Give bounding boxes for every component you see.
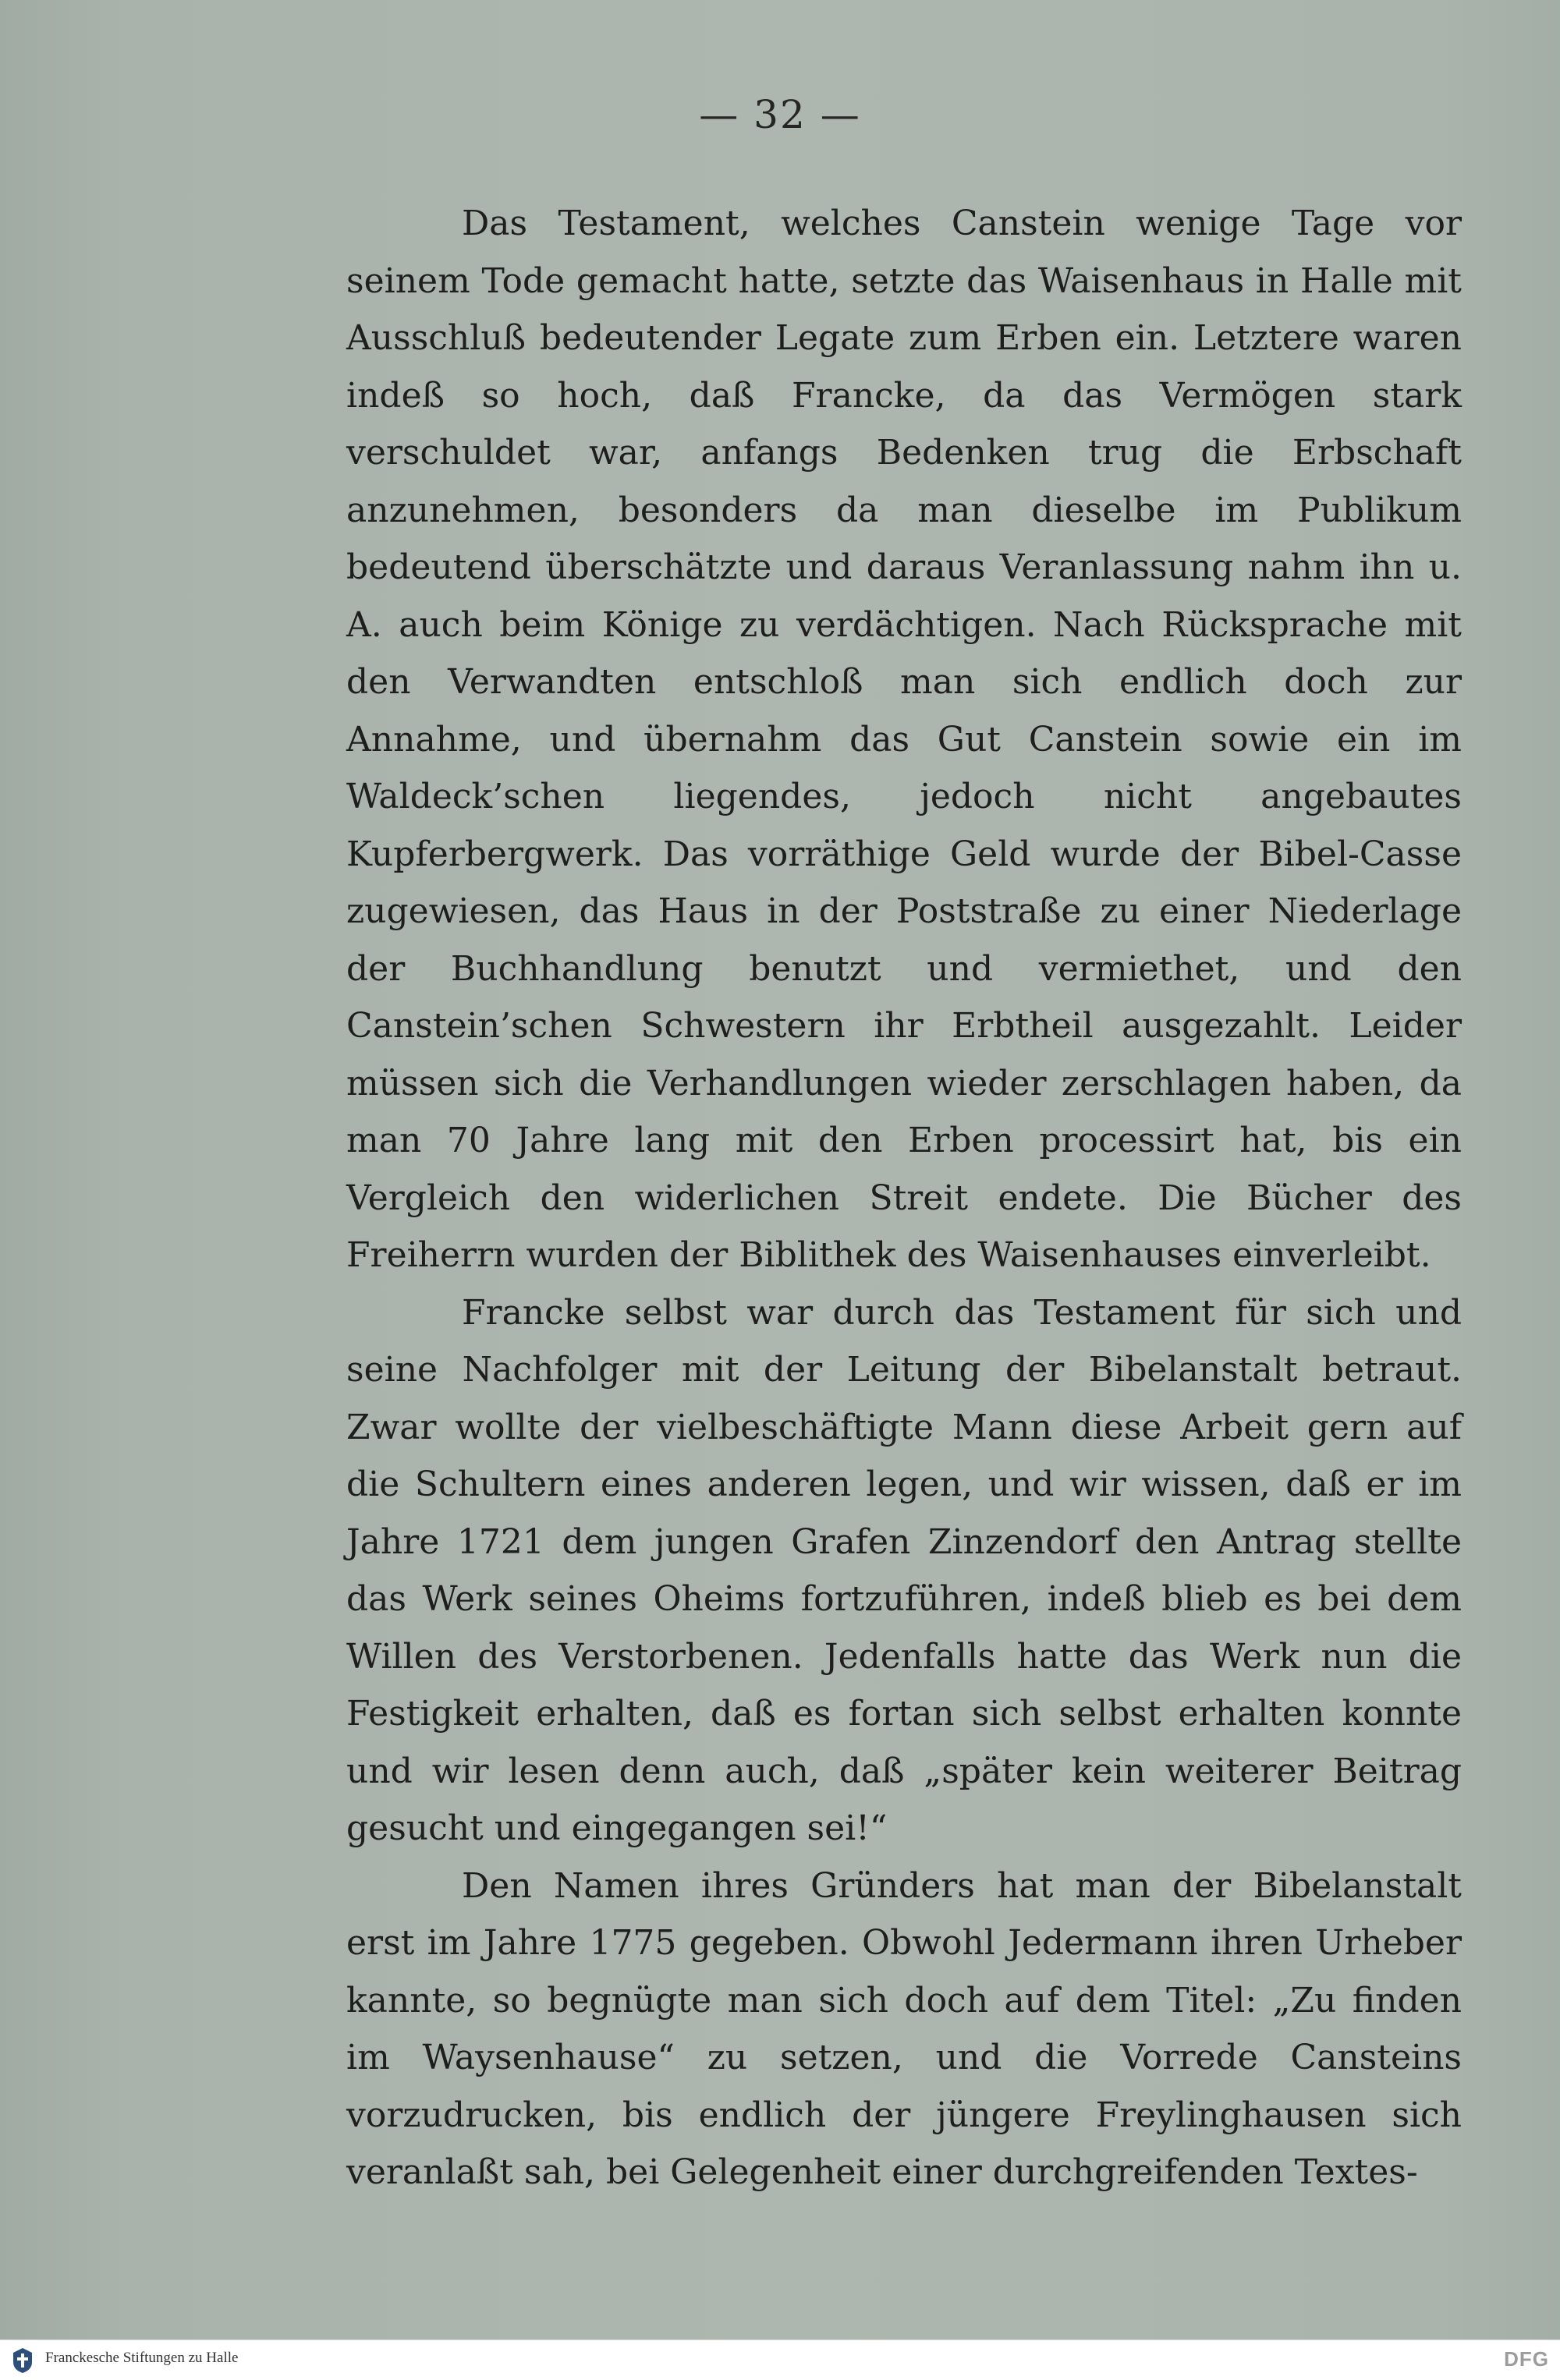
paragraph-testament: Das Testament, welches Canstein wenige Tage vor seinem Tode gemacht hatte, setzte das Waisenhaus in Halle mit Ausschluß bedeutender Legate zum Erben ein. Letztere waren indeß so hoch, daß Francke, da das Vermögen stark verschuldet war, anfangs Bedenken trug die Erbschaft anzunehmen, besonders da man dieselbe im Publikum bedeutend überschätzte und daraus Veranlassung nahm ihn u. A. auch beim Könige zu verdächtigen. Nach Rücksprache mit den Verwandten entschloß man sich endlich doch zur Annahme, und übernahm das Gut Canstein sowie ein im Waldeck’schen liegendes, jedoch nicht angebautes Kupferbergwerk. Das vorräthige Geld wurde der Bibel-Casse zugewiesen, das Haus in der Poststraße zu einer Niederlage der Buchhandlung benutzt und vermiethet, und den Canstein’schen Schwestern ihr Erbtheil ausgezahlt. Leider müssen sich die Verhandlungen wieder zerschlagen haben, da man 70 Jahre lang mit den Erben processirt hat, bis ein Vergleich den widerlichen Streit endete. Die Bücher des Freiherrn wurden der Biblithek des Waisenhauses einverleibt. <box>346 204 1462 1275</box>
page-number: — 32 — <box>699 92 861 137</box>
viewer-footer <box>0 2339 1560 2380</box>
body-text <box>346 195 1462 2201</box>
footer-institution-label: Franckesche Stiftungen zu Halle <box>45 2350 239 2366</box>
dfg-logo: DFG <box>1504 2347 1549 2371</box>
paragraph-namen: Den Namen ihres Gründers hat man der Bibelanstalt erst im Jahre 1775 gegeben. Obwohl Jedermann ihren Urheber kannte, so begnügte man sich doch auf dem Titel: „Zu finden im Waysenhause“ zu setzen, und die Vorrede Cansteins vorzudrucken, bis endlich der jüngere Freylinghausen sich veranlaßt sah, bei Gelegenheit einer durchgreifenden Textes- <box>346 1865 1462 2192</box>
paragraph-francke: Francke selbst war durch das Testament für sich und seine Nachfolger mit der Leitung der Bibelanstalt betraut. Zwar wollte der vielbeschäftigte Mann diese Arbeit gern auf die Schultern eines anderen legen, und wir wissen, daß er im Jahre 1721 dem jungen Grafen Zinzendorf den Antrag stellte das Werk seines Oheims fortzuführen, indeß blieb es bei dem Willen des Verstorbenen. Jedenfalls hatte das Werk nun die Festigkeit erhalten, daß es fortan sich selbst erhalten konnte und wir lesen denn auch, daß „später kein weiterer Beitrag gesucht und eingegangen sei!“ <box>346 1292 1462 1848</box>
franckesche-stiftungen-emblem-icon <box>11 2346 34 2375</box>
